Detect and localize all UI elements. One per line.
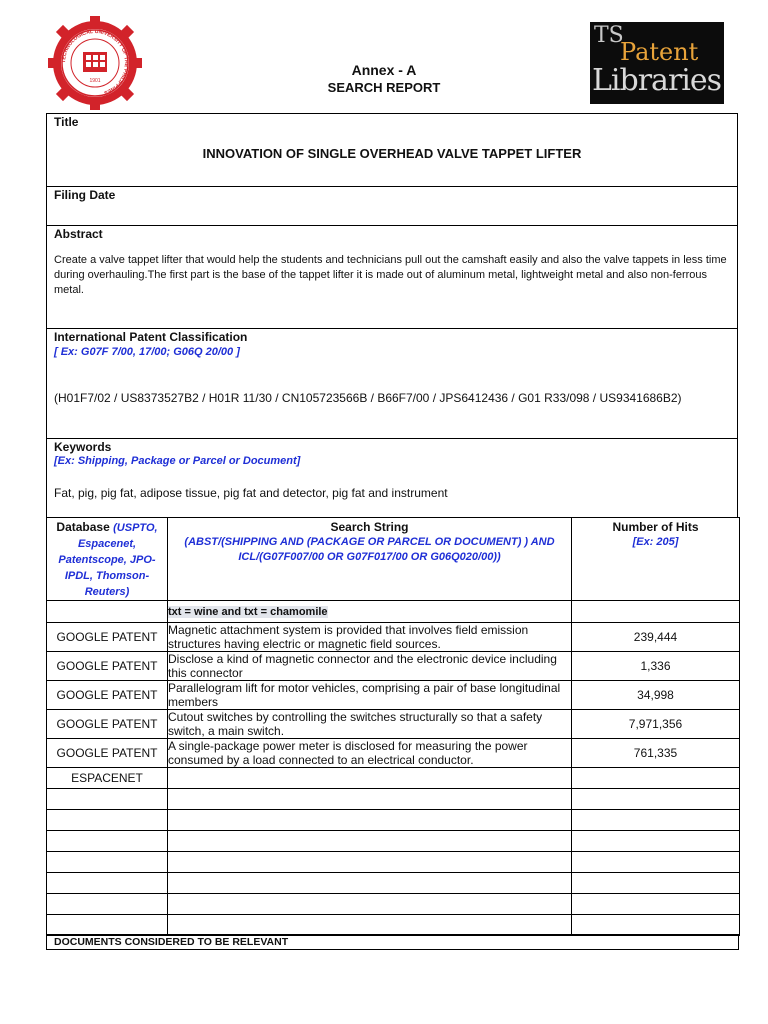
table-row [47,601,740,623]
row-search-string [168,873,572,894]
row-database: ESPACENET [47,768,168,789]
row-search-string: Magnetic attachment system is provided that involves field emission structures having electric or magnetic field sources. [168,623,572,652]
row-database: GOOGLE PATENT [47,739,168,768]
row-search-string: A single-package power meter is disclosed for measuring the power consumed by a load connected to an electrical conductor. [168,739,572,768]
row-hits [572,601,740,623]
row-hits [572,852,740,873]
row-database [47,894,168,915]
row-database [47,831,168,852]
row-search-string [168,831,572,852]
row-search-string [168,894,572,915]
table-row [47,681,740,710]
row-database [47,789,168,810]
row-database [47,810,168,831]
ipc-section [46,328,738,439]
row-search-string: Disclose a kind of magnetic connector and the electronic device including this connector [168,652,572,681]
seal-ring-text: TECHNOLOGICAL UNIVERSITY OF THE PHILIPPINES [60,28,130,96]
abstract-text: Create a valve tappet lifter that would help the students and technicians pull out the camshaft easily and also the valve tappets in less time during overhauling.The first part is the base of the tappet lifter it is made out of aluminum metal, lightweight metal and also non-ferrous metal. [54,254,727,296]
database-header-hint: (USPTO, Espacenet, Patentscope, JPO-IPDL, Thomson-Reuters) [58,522,158,598]
building-icon [83,52,107,72]
search-string-header-label: Search String [330,520,409,534]
table-row [47,894,740,915]
row-hits [572,894,740,915]
row-search-string [168,789,572,810]
title-section [46,113,738,187]
patent-libraries-logo [590,22,724,104]
highlighted-query: txt = wine and txt = chamomile [168,606,328,618]
search-string-header [168,518,572,601]
row-hits [572,873,740,894]
abstract-section [46,225,738,329]
row-search-string [168,810,572,831]
title-label: Title [54,115,79,129]
table-row [47,623,740,652]
database-header [47,518,168,601]
row-database [47,852,168,873]
search-table [46,517,740,936]
table-row [47,739,740,768]
row-search-string: Cutout switches by controlling the switches structurally so that a safety switch, a main switch. [168,710,572,739]
row-search-string [168,852,572,873]
relevant-documents-heading: DOCUMENTS CONSIDERED TO BE RELEVANT [46,934,739,950]
table-row [47,710,740,739]
database-header-label: Database [56,520,110,534]
row-hits: 239,444 [572,623,740,652]
keywords-hint: [Ex: Shipping, Package or Parcel or Document] [54,455,301,467]
row-search-string [168,601,572,623]
hits-header-label: Number of Hits [612,520,699,534]
hits-header [572,518,740,601]
title-value: INNOVATION OF SINGLE OVERHEAD VALVE TAPPET LIFTER [202,146,582,161]
row-database [47,915,168,936]
row-hits: 34,998 [572,681,740,710]
row-search-string [168,768,572,789]
row-database: GOOGLE PATENT [47,681,168,710]
filing-date-label: Filing Date [54,188,116,202]
row-hits [572,810,740,831]
hits-header-hint: [Ex: 205] [632,536,679,548]
tup-seal-logo [46,16,144,110]
filing-date-section [46,186,738,226]
search-string-header-hint: (ABST/(SHIPPING AND (PACKAGE OR PARCEL OR DOCUMENT) ) AND ICL/(G07F007/00 OR G07F017/00 OR G06Q020/00)) [184,536,555,563]
table-row [47,873,740,894]
keywords-label: Keywords [54,440,112,454]
table-row [47,768,740,789]
table-row [47,852,740,873]
row-database [47,601,168,623]
report-heading: SEARCH REPORT [327,80,441,95]
row-hits [572,915,740,936]
keywords-section [46,438,738,518]
row-hits [572,789,740,810]
seal-year: 1901 [89,78,101,84]
annex-heading: Annex - A [351,62,417,78]
row-hits [572,768,740,789]
row-hits: 7,971,356 [572,710,740,739]
row-search-string: Parallelogram lift for motor vehicles, comprising a pair of base longitudinal members [168,681,572,710]
logo-patent-text: Patent [620,38,699,66]
table-row [47,810,740,831]
table-row [47,652,740,681]
row-database [47,873,168,894]
row-database: GOOGLE PATENT [47,652,168,681]
table-row [47,915,740,936]
keywords-value: Fat, pig, pig fat, adipose tissue, pig fat and detector, pig fat and instrument [54,486,448,500]
ipc-label: International Patent Classification [54,330,248,344]
row-hits: 761,335 [572,739,740,768]
table-row [47,831,740,852]
row-hits [572,831,740,852]
table-row [47,789,740,810]
abstract-label: Abstract [54,227,103,241]
row-database: GOOGLE PATENT [47,623,168,652]
logo-libraries-text: Libraries [592,63,722,98]
ipc-hint: [ Ex: G07F 7/00, 17/00; G06Q 20/00 ] [54,346,240,358]
logo-mark: TS [594,23,624,48]
row-hits: 1,336 [572,652,740,681]
row-search-string [168,915,572,936]
table-header-row [47,518,740,601]
row-database: GOOGLE PATENT [47,710,168,739]
ipc-value: (H01F7/02 / US8373527B2 / H01R 11/30 / CN105723566B / B66F7/00 / JPS6412436 / G01 R33/098 / US9341686B2) [54,391,682,405]
